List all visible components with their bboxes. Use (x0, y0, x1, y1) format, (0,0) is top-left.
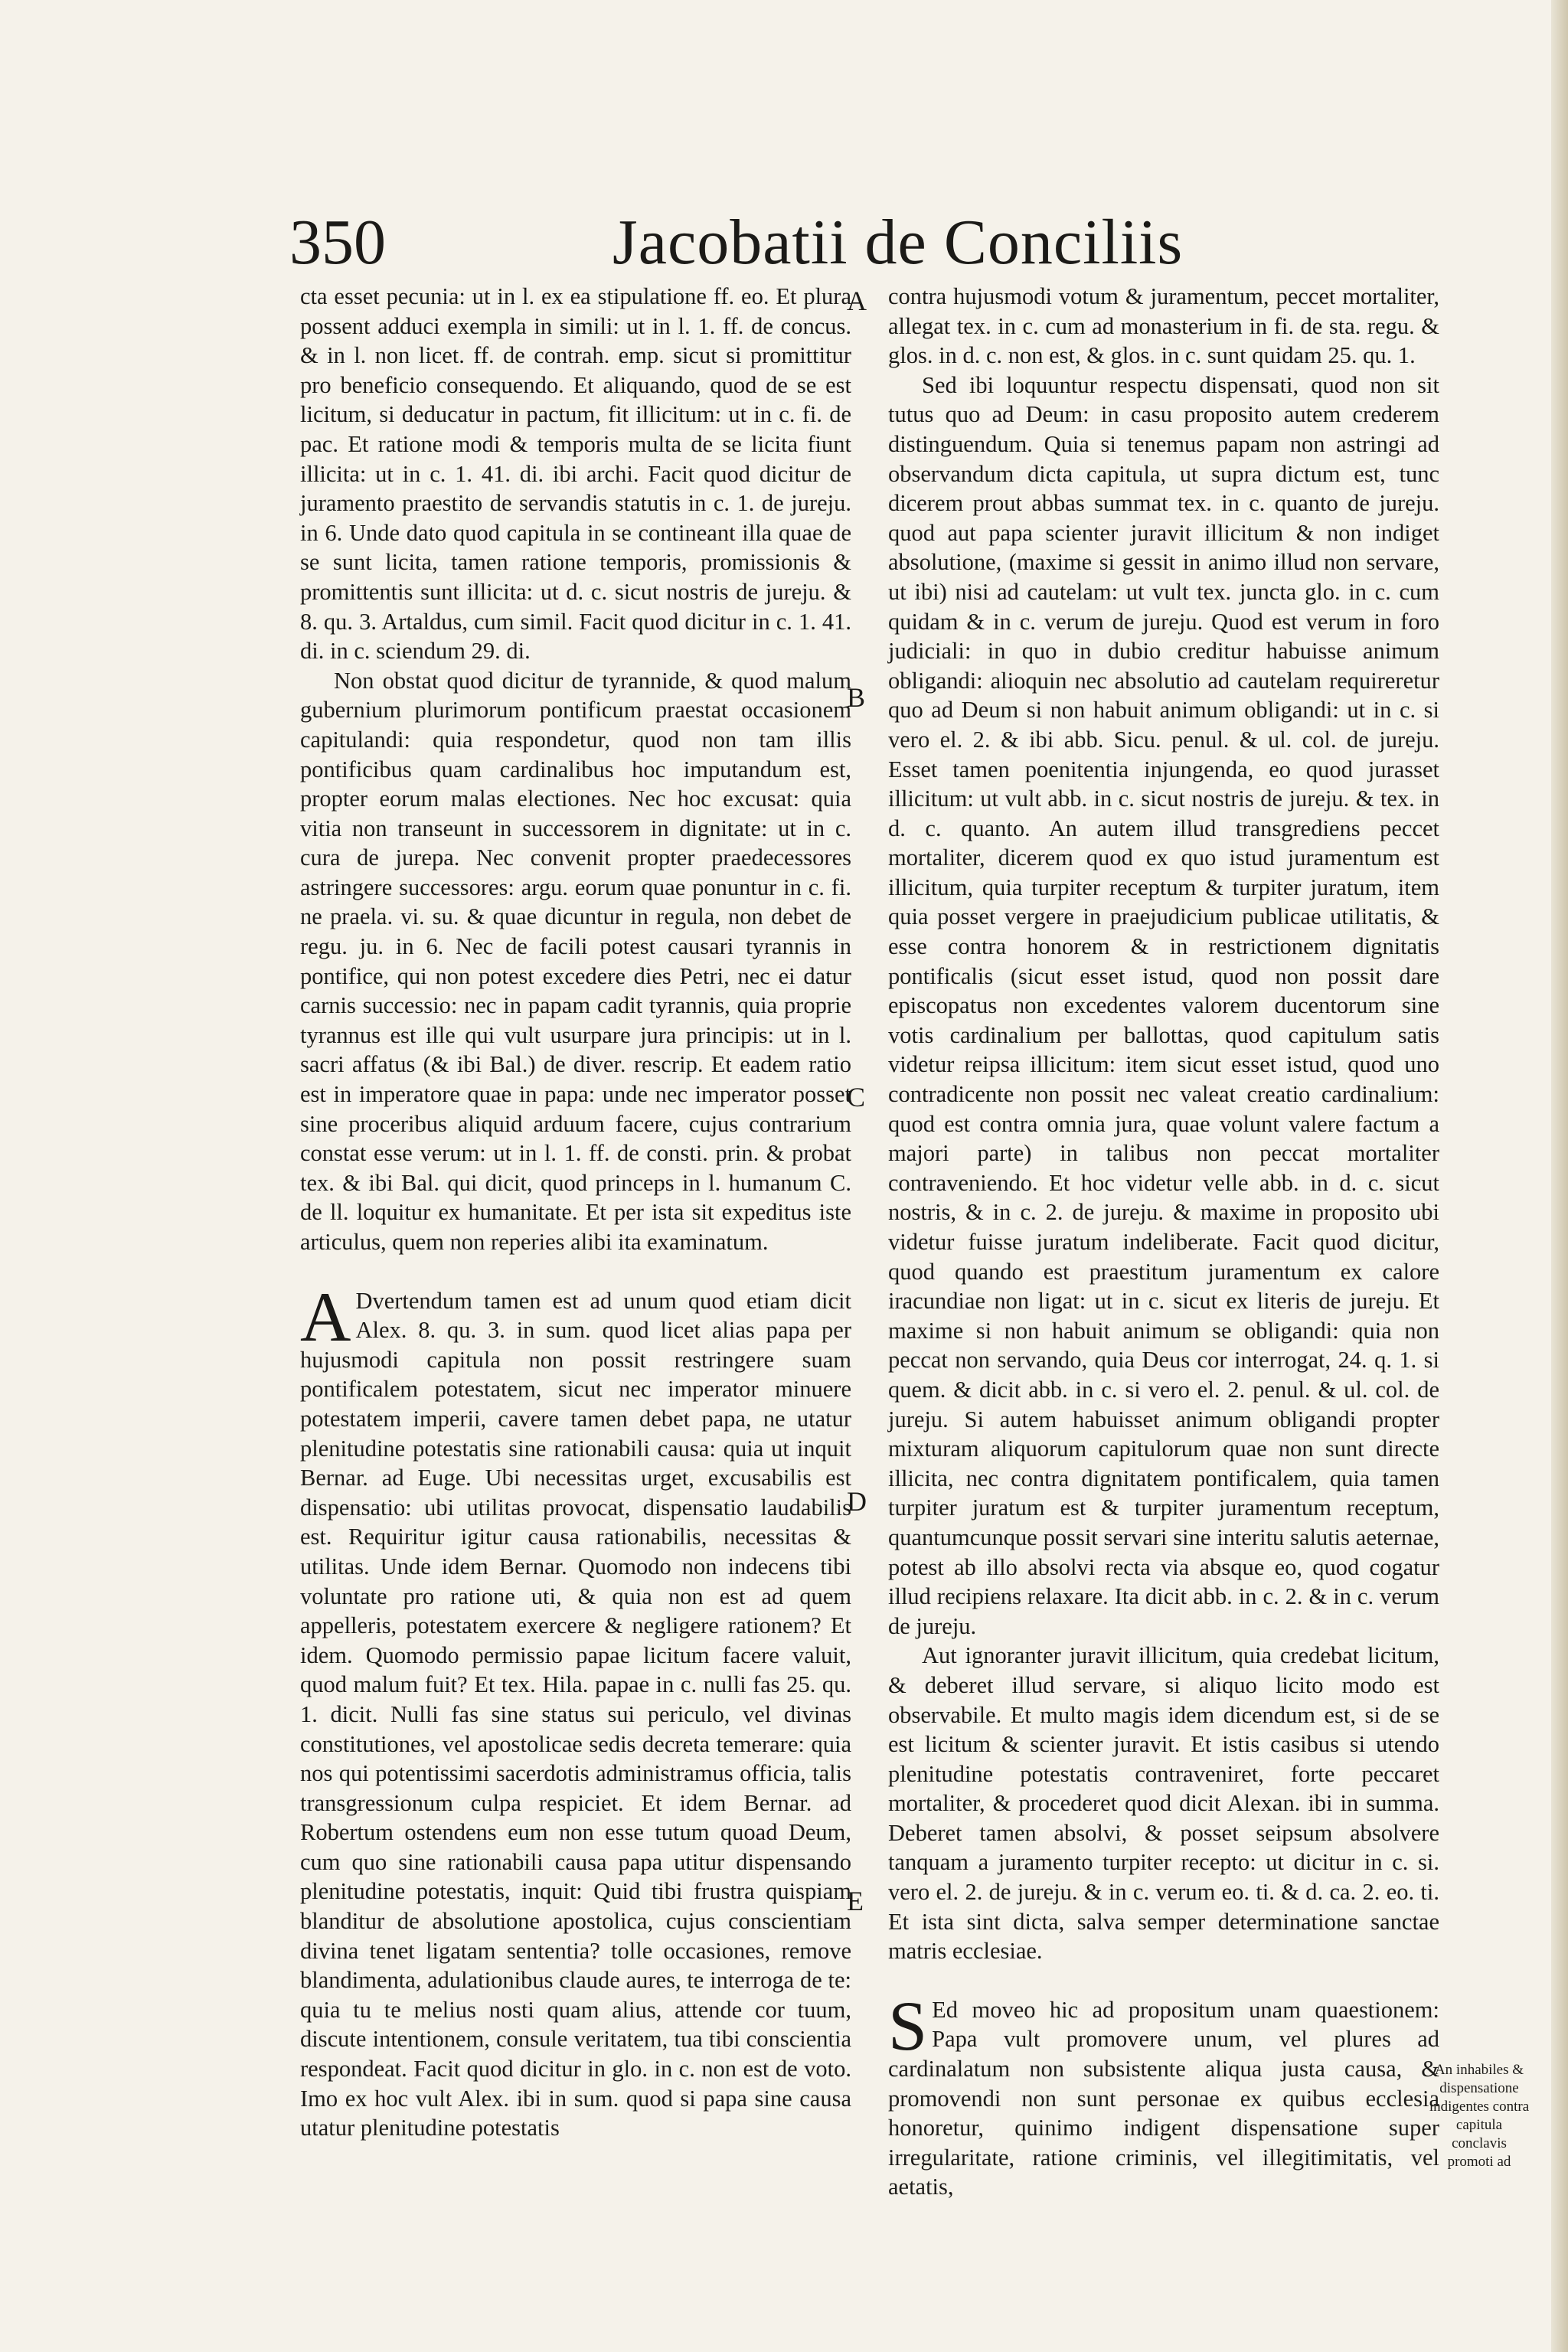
left-paragraph-3 (300, 1277, 851, 2143)
right-paragraph-4 (888, 1986, 1439, 2202)
book-spine-shadow (1551, 0, 1568, 2352)
section-marker-a: A (847, 286, 867, 316)
page-number: 350 (289, 207, 386, 278)
drop-cap-s: S (888, 1986, 928, 2065)
left-paragraph-1: cta esset pecunia: ut in l. ex ea stipulatione ff. eo. Et plura possent adduci exempla in simili: ut in l. 1. ff. de concus. & in l. non licet. ff. de contrah. emp. sicut si promittitur pro beneficio consequendo. Et aliquando, quod de se est licitum, si deducatur in pactum, fit illicitum: ut in c. fi. de pac. Et ratione modi & temporis multa de se licita fiunt illicita: ut in c. 1. 41. di. ibi archi. Facit quod dicitur de juramento praestito de servandis statutis in c. 1. de jureju. in 6. Unde dato quod capitula in se contineant illa quae de se sunt licita, tamen ratione temporis, promissionis & promittentis sunt illicita: ut d. c. sicut nostris de jureju. & 8. qu. 3. Artaldus, cum simil. Facit quod dicitur in c. 1. 41. di. in c. sciendum 29. di. (300, 283, 851, 665)
section-marker-d: D (847, 1486, 867, 1517)
right-paragraph-3: Aut ignoranter juravit illicitum, quia credebat licitum, & deberet illud servare, si aliquo licito modo est observabile. Et multo magis idem dicendum est, si de se est licitum & scienter juravit. Et istis casibus si utendo plenitudine potestatis contraveniret, forte peccaret mortaliter, & procederet quod dicit Alexan. ibi in summa. Deberet tamen absolvi, & posset seipsum absolvere tanquam a juramento turpiter recepto: ut dicitur in c. si. vero el. 2. de jureju. & in c. verum eo. ti. & d. ca. 2. eo. ti. Et ista sint dicta, salva semper determinatione sanctae matris ecclesiae. (888, 1642, 1439, 1965)
drop-cap-a: A (300, 1277, 351, 1356)
right-paragraph-4-text: Ed moveo hic ad propositum unam quaestionem: Papa vult promovere unum, vel plures ad cardinalatum non subsistente aliqua justa causa, & promovendi non sunt personae ex quibus ecclesia honoretur, quinimo indigent dispensatione super irregularitate, ratione criminis, vel illegitimitatis, vel aetatis, (888, 1996, 1439, 2200)
right-column (888, 282, 1439, 2202)
left-paragraph-3-text: Dvertendum tamen est ad unum quod etiam dicit Alex. 8. qu. 3. in sum. quod licet alias papa per hujusmodi capitula non possit restringere suam pontificalem potestatem, sicut nec imperator minuere potestatem imperii, cavere tamen debet papa, ne utatur plenitudine potestatis sine rationabili causa: quia ut inquit Bernar. ad Euge. Ubi necessitas urget, excusabilis est dispensatio: ubi utilitas provocat, dispensatio laudabilis est. Requiritur igitur causa rationabilis, necessitas & utilitas. Unde idem Bernar. Quomodo non indecens tibi voluntate pro ratione uti, & quia non est ad quem appelleris, potestatem exercere & negligere rationem? Et idem. Quomodo permissio papae licitum facere valuit, quod malum fuit? Et tex. Hila. papae in c. nulli fas 25. qu. 1. dicit. Nulli fas sine status sui periculo, vel divinas constitutiones, vel apostolicae sedis decreta temerare: quia nos qui potentissimi sacerdotis administramus officia, talis transgressionum culpa respiciet. Et idem Bernar. ad Robertum ostendens eum non esse tutum quoad Deum, cum quo sine rationabili causa papa utitur dispensando plenitudine potestatis, inquit: Quid tibi frustra quispiam blanditur de absolutione apostolica, cujus conscientiam divina tenet ligatam sententia? tolle occasiones, remove blandimenta, adulationibus claude aures, te interroga de te: quia tu te melius nosti quam alius, attende cor tuum, discute intentionem, consule veritatem, tua tibi conscientia respondeat. Facit quod dicitur in glo. in c. non est de voto. Imo ex hoc vult Alex. ibi in sum. quod si papa sine causa utatur plenitudine potestatis (300, 1287, 851, 2141)
left-paragraph-2: Non obstat quod dicitur de tyrannide, & quod malum gubernium plurimorum pontificum praestat occasionem capitulandi: quia respondetur, quod non tam illis pontificibus quam cardinalibus hoc imputandum est, propter eorum malas electiones. Nec hoc excusat: quia vitia non transeunt in successorem in dignitate: ut in c. cura de jurepa. Nec convenit propter praedecessores astringere successores: argu. eorum quae ponuntur in c. fi. ne praela. vi. su. & quae dicuntur in regula, non debet de regu. ju. in 6. Nec de facili potest causari tyrannis in pontifice, qui non potest excedere dies Petri, nec ei datur carnis successio: nec in papam cadit tyrannis, quia proprie tyrannus est ille qui vult usurpare jura principis: ut in l. sacri affatus (& ibi Bal.) de diver. rescrip. Et eadem ratio est in imperatore quae in papa: unde nec imperator posset sine proceribus aliquid arduum facere, cujus contrarium constat esse verum: ut in l. 1. ff. de consti. prin. & probat tex. & ibi Bal. qui dicit, quod princeps in l. humanum C. de ll. loquitur ex humanitate. Et per ista sit expeditus iste articulus, quem non reperies alibi ita examinatum. (300, 667, 851, 1255)
section-marker-e: E (847, 1886, 864, 1916)
left-column (300, 282, 851, 2143)
section-marker-b: B (847, 682, 866, 713)
section-marker-c: C (847, 1082, 866, 1112)
right-paragraph-2: Sed ibi loquuntur respectu dispensati, quod non sit tutus quo ad Deum: in casu proposito autem crederem distinguendum. Quia si tenemus papam non astringi ad observandum dicta capitula, ut supra dictum est, tunc dicerem prout abbas summat tex. in c. quanto de jureju. quod aut papa scienter juravit illicitum & non indiget absolutione, (maxime si gessit in animo illud non servare, ut ibi) nisi ad cautelam: ut vult tex. juncta glo. in c. cum quidam & in c. verum de jureju. Quod est verum in foro judiciali: in quo in dubio creditur habuisse animum obligandi: alioquin nec absolutio ad cautelam requireretur quo ad Deum si non habuit animum obligandi: ut in c. si vero el. 2. & ibi abb. Sicu. penul. & ul. col. de jureju. Esset tamen poenitentia injungenda, eo quod jurasset illicitum: ut vult abb. in c. sicut nostris de jureju. & tex. in d. c. quanto. An autem illud transgrediens peccet mortaliter, dicerem quod ex quo istud juramentum est illicitum, quia turpiter receptum & turpiter juratum, item quia posset vergere in praejudicium publicae utilitatis, & esse contra honorem & in restrictionem dignitatis pontificalis (sicut esset istud, quod non possit dare episcopatus non excedentes valorem ducentorum sine votis cardinalium per ballottas, quod capitulum satis videtur reipsa illicitum: item sicut esset istud, quod uno contradicente non possit nec valeat creatio cardinalium: quod est contra omnia jura, quae volunt valere factum a majori parte) in talibus non peccat mortaliter contraveniendo. Et hoc videtur velle abb. in d. c. sicut nostris, & in c. 2. de jureju. & maxime in proposito ubi videtur fuisse juratum indeliberate. Facit quod dicitur, quod quando est praestitum juramentum ex calore iracundiae non ligat: ut in c. sicut ex literis de jureju. Et maxime si non habuit animum se obligandi: quia non peccat non servando, quia Deus cor interrogat, 24. q. 1. si quem. & dicit abb. in c. si vero el. 2. penul. & ul. col. de jureju. Si autem habuisset animum obligandi propter mixturam aliquorum capitulorum quae non sunt directe illicita, nec contra dignitatem pontificalem, quia tamen turpiter juratum est & turpiter juramentum receptum, quantumcunque possit servari sine interitu salutis aeternae, potest ab illo absolvi recta via absque eo, quod cogatur illud recipiens relaxare. Ita dicit abb. in c. 2. & in c. verum de jureju. (888, 371, 1439, 1639)
margin-note: An inhabiles & dispensatione indigentes contra capitula conclavis promoti ad (1429, 2062, 1530, 2170)
right-paragraph-1: contra hujusmodi votum & juramentum, peccet mortaliter, allegat tex. in c. cum ad monasterium in fi. de sta. regu. & glos. in d. c. non est, & glos. in c. sunt quidam 25. qu. 1. (888, 283, 1439, 369)
running-title: Jacobatii de Conciliis (612, 207, 1184, 278)
